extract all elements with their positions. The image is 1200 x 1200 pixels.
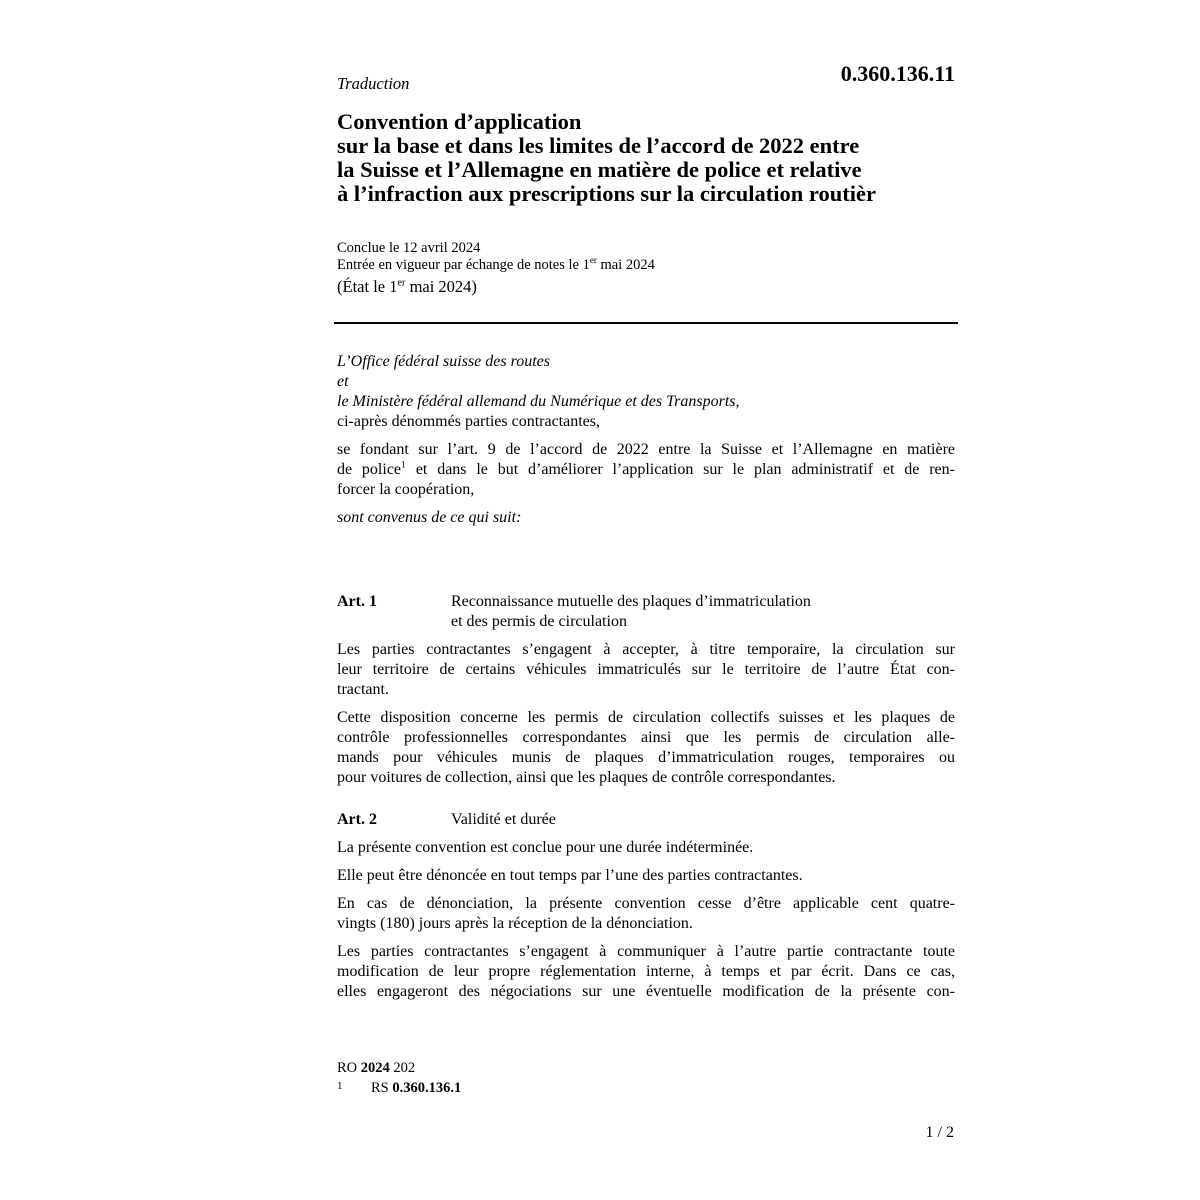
article-1-paragraph-2: [337, 708, 955, 788]
state-date: [337, 277, 955, 297]
dates-block: [337, 240, 955, 274]
text-line: vingts (180) jours après la réception de la dénonciation.: [337, 915, 693, 932]
article-title-line: et des permis de circulation: [451, 613, 627, 630]
text-line: pour voitures de collection, ainsi que les plaques de contrôle correspondantes.: [337, 769, 836, 786]
article-2-paragraph-4: [337, 942, 955, 1002]
basis-line: se fondant sur l’art. 9 de l’accord de 2022 entre la Suisse et l’Allemagne en matière: [337, 441, 955, 458]
article-2-paragraph-2: [337, 866, 955, 886]
document-body: [337, 297, 955, 1002]
text-line: Les parties contractantes s’engagent à communiquer à l’autre partie contractante toute: [337, 943, 955, 960]
sr-number: 0.360.136.11: [840, 61, 955, 86]
text-line: leur territoire de certains véhicules immatriculés sur le territoire de l’autre État con-: [337, 661, 955, 678]
text-line: mands pour véhicules munis de plaques d’immatriculation rouges, temporaires ou: [337, 749, 955, 766]
document-title: [337, 110, 955, 206]
entry-sup: er: [589, 255, 597, 266]
article-title: [451, 810, 556, 830]
article-title-line: Reconnaissance mutuelle des plaques d’immatriculation: [451, 593, 811, 610]
text-line: contrôle professionnelles correspondantes ainsi que les permis de circulation alle-: [337, 729, 955, 746]
basis-line-2: de police$^1$ et dans le but d’améliorer l’application sur le plan administratif et de ren-: [337, 459, 955, 478]
article-2-heading: [337, 810, 955, 830]
title-line: Convention d’application: [337, 109, 582, 134]
article-1-paragraph-1: [337, 640, 955, 700]
basis-line-3: forcer la coopération,: [337, 481, 475, 498]
basis-paragraph: [337, 440, 955, 500]
title-line: sur la base et dans les limites de l’accord de 2022 entre: [337, 133, 860, 158]
text-line: En cas de dénonciation, la présente convention cesse d’être applicable cent quatre-: [337, 895, 955, 912]
state-text: (État le 1: [337, 277, 398, 296]
document-page: [337, 58, 955, 297]
entry-text: Entrée en vigueur par échange de notes le 1: [337, 257, 590, 273]
article-number: Art. 1: [337, 593, 377, 610]
ro-prefix: RO: [337, 1060, 361, 1076]
article-1-heading: [337, 592, 955, 632]
state-text-end: mai 2024): [405, 277, 477, 296]
footnote-1: [337, 1078, 461, 1098]
title-line: la Suisse et l’Allemagne en matière de police et relative: [337, 157, 862, 182]
footnote-reference: 0.360.136.1: [392, 1080, 462, 1096]
article-2-paragraph-3: [337, 894, 955, 934]
page-number: 1 / 2: [925, 1124, 954, 1141]
entry-into-force: [337, 257, 955, 274]
and-conjunction: et: [337, 373, 349, 390]
text-line: tractant.: [337, 681, 389, 698]
designation: ci-après dénommés parties contractantes,: [337, 413, 600, 430]
text-line: modification de leur propre réglementation interne, à temps et par écrit. Dans ce cas,: [337, 963, 955, 980]
ro-reference: [337, 1058, 461, 1078]
footnote-prefix: RS: [371, 1080, 393, 1096]
entry-text-end: mai 2024: [596, 257, 655, 273]
article-title: [451, 592, 811, 632]
text-line: Elle peut être dénoncée en tout temps par l’une des parties contractantes.: [337, 867, 803, 884]
article-2-paragraph-1: [337, 838, 955, 858]
translation-label: Traduction: [337, 74, 410, 93]
state-sup: er: [397, 277, 406, 289]
header: [337, 58, 955, 98]
article-title-line: Validité et durée: [451, 811, 556, 828]
ro-page: 202: [389, 1060, 416, 1076]
title-line: à l’infraction aux prescriptions sur la circulation routièr: [337, 181, 876, 206]
text-line: elles engageront des négociations sur une éventuelle modification de la présente con-: [337, 983, 955, 1000]
text-line: La présente convention est conclue pour une durée indéterminée.: [337, 839, 754, 856]
footnote-ref-1: 1: [401, 459, 406, 471]
party-two: le Ministère fédéral allemand du Numérique et des Transports,: [337, 393, 740, 410]
ro-year: 2024: [360, 1060, 390, 1076]
concluded-date: Conclue le 12 avril 2024: [337, 240, 481, 256]
footnote-mark: 1: [337, 1080, 343, 1092]
text-line: Cette disposition concerne les permis de circulation collectifs suisses et les plaques de: [337, 709, 955, 726]
agreed-clause: sont convenus de ce qui suit:: [337, 509, 522, 526]
article-number: Art. 2: [337, 811, 377, 828]
text-line: Les parties contractantes s’engagent à accepter, à titre temporaire, la circulation sur: [337, 641, 955, 658]
preamble: [337, 352, 955, 432]
footnotes: [337, 1058, 461, 1098]
party-one: L’Office fédéral suisse des routes: [337, 353, 551, 370]
